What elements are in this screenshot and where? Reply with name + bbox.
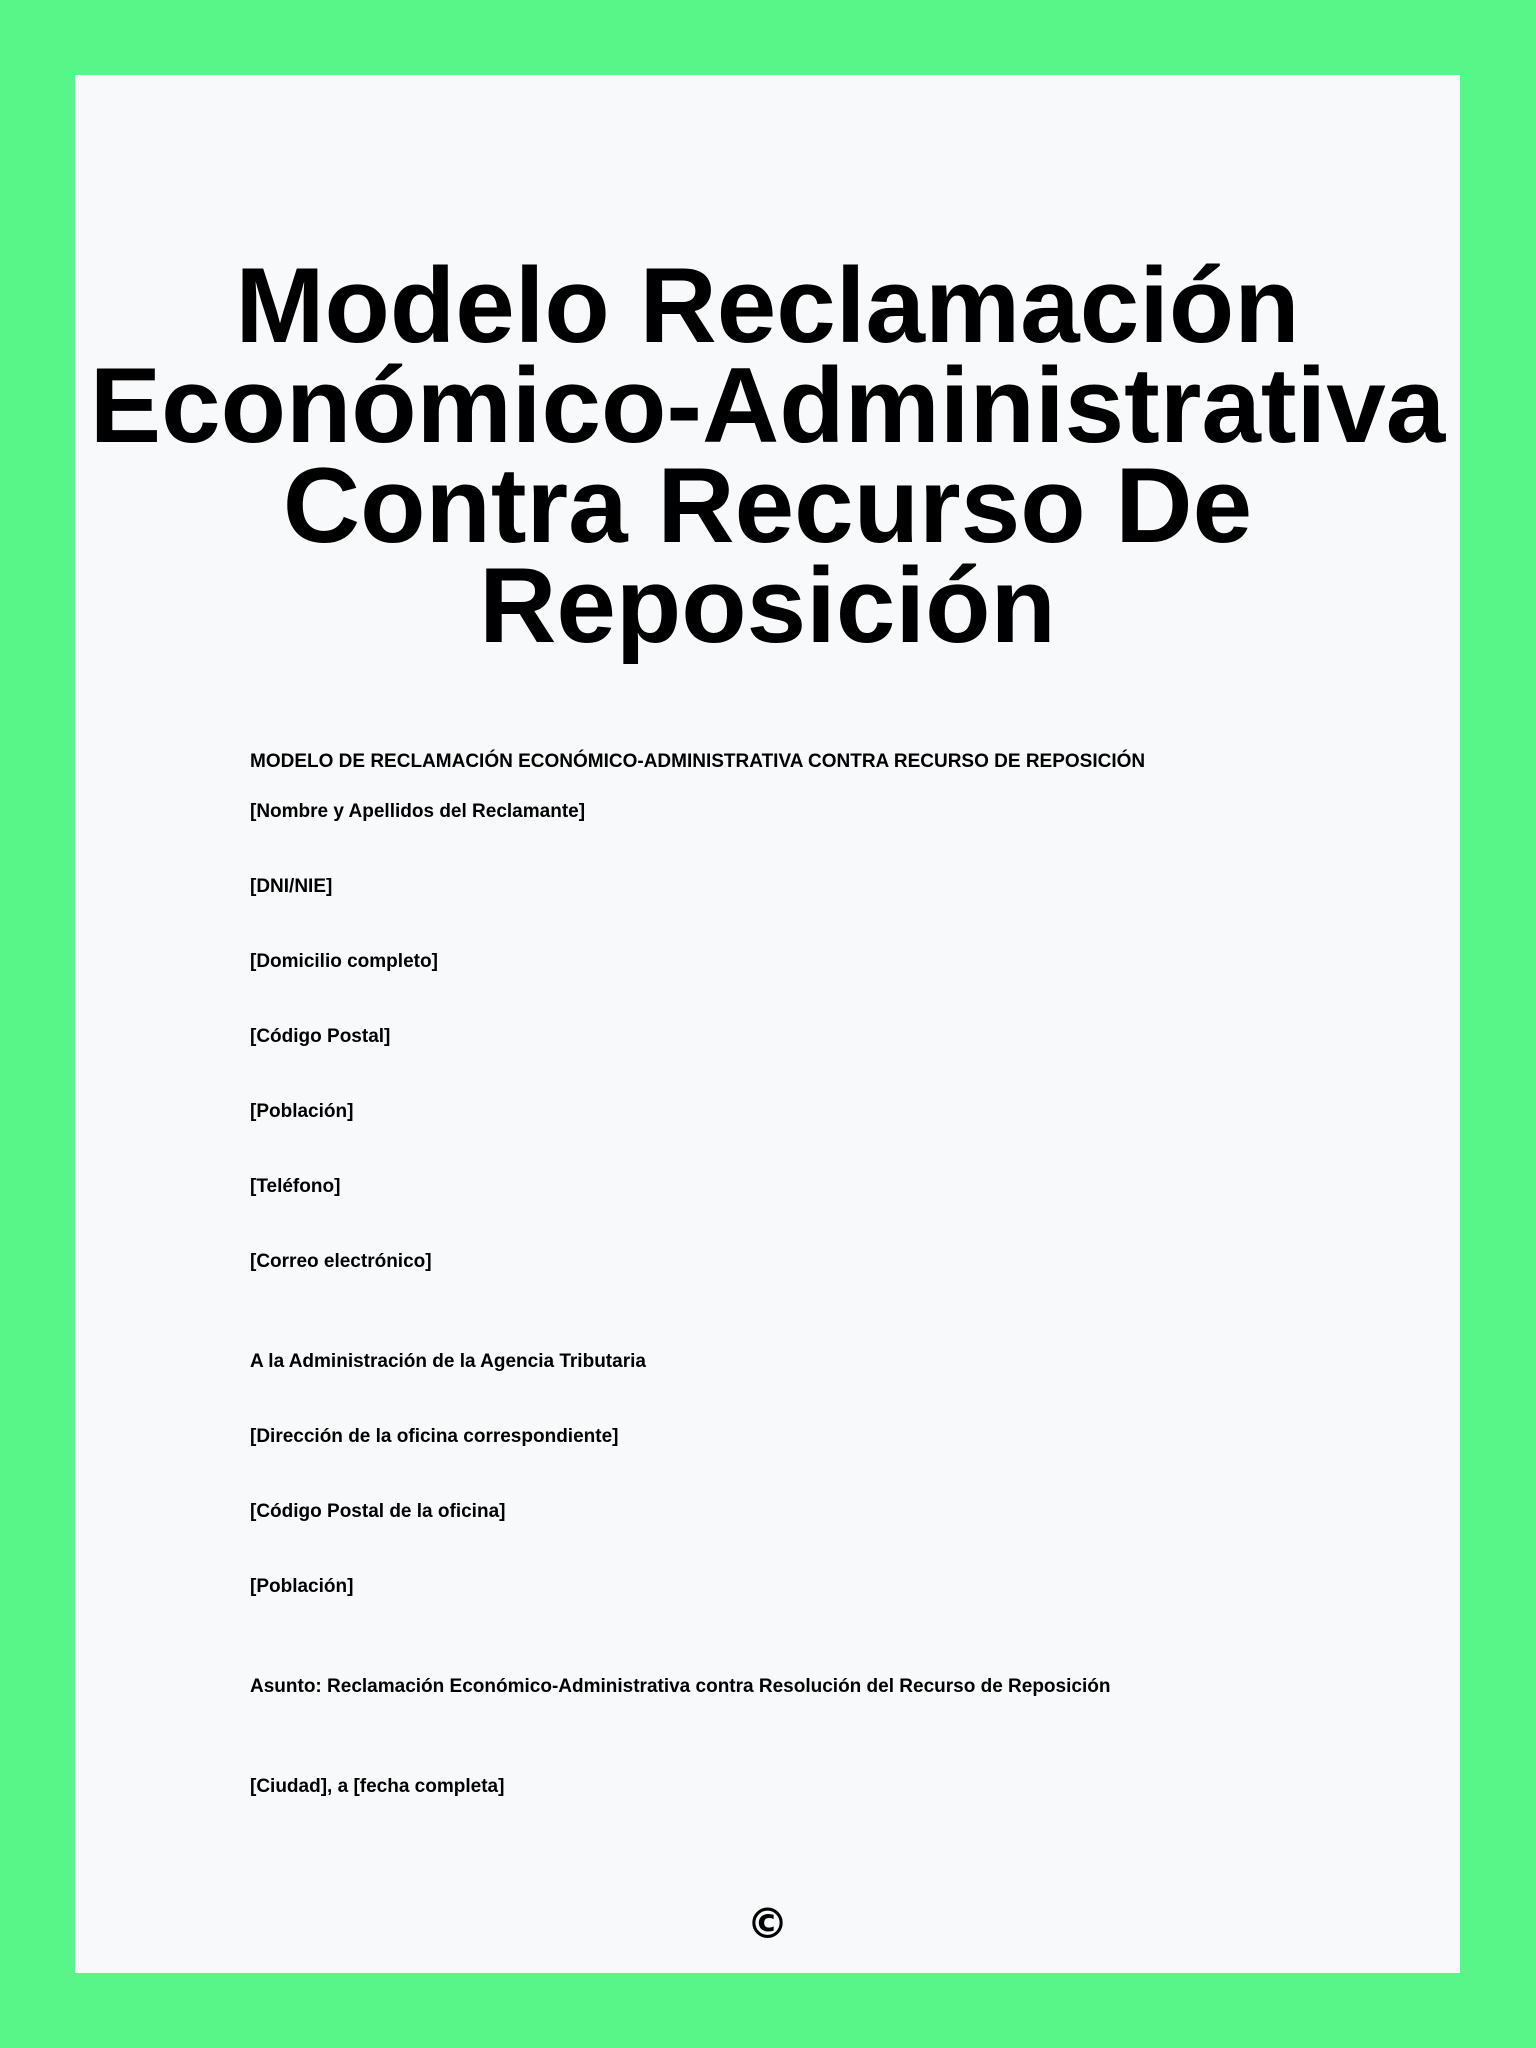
document-heading: MODELO DE RECLAMACIÓN ECONÓMICO-ADMINISTRATIVA CONTRA RECURSO DE REPOSICIÓN <box>250 751 1146 772</box>
claimant-town: [Población] <box>250 1101 354 1122</box>
recipient-office-postal-code: [Código Postal de la oficina] <box>250 1501 506 1522</box>
document-page <box>75 75 1460 1973</box>
claimant-name: [Nombre y Apellidos del Reclamante] <box>250 801 586 822</box>
claimant-id: [DNI/NIE] <box>250 876 333 897</box>
copyright-icon: © <box>746 1899 789 1948</box>
claimant-address: [Domicilio completo] <box>250 951 438 972</box>
claimant-email: [Correo electrónico] <box>250 1251 432 1272</box>
recipient-town: [Población] <box>250 1576 354 1597</box>
recipient-addressee: A la Administración de la Agencia Tributaria <box>250 1351 646 1372</box>
claimant-phone: [Teléfono] <box>250 1176 341 1197</box>
subject-line: Asunto: Reclamación Económico-Administrativa contra Resolución del Recurso de Reposición <box>250 1676 1111 1697</box>
place-date: [Ciudad], a [fecha completa] <box>250 1776 505 1797</box>
recipient-office-address: [Dirección de la oficina correspondiente] <box>250 1426 619 1447</box>
document-title: Modelo Reclamación Económico-Administrativa Contra Recurso De Reposición <box>89 245 1446 665</box>
claimant-postal-code: [Código Postal] <box>250 1026 391 1047</box>
